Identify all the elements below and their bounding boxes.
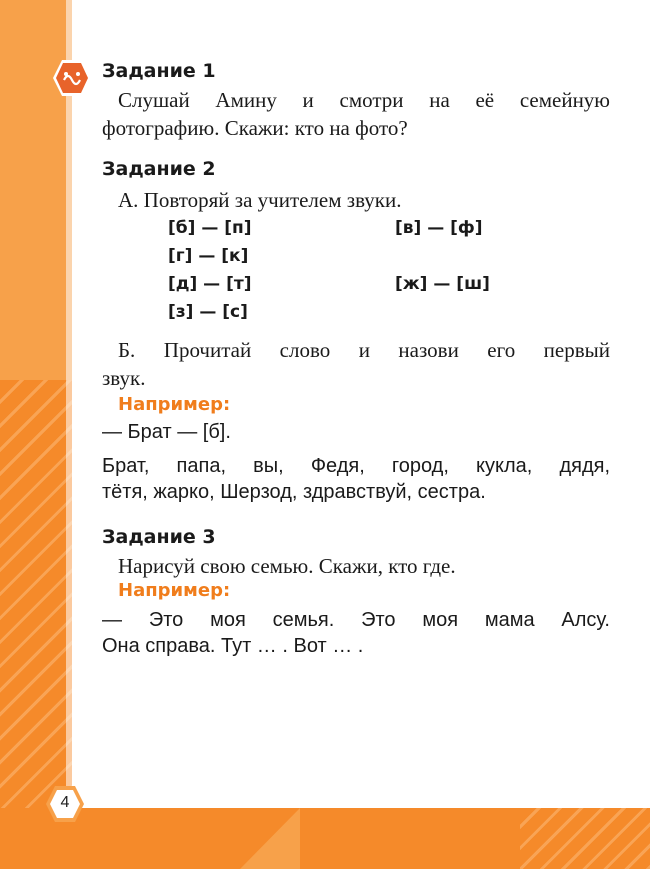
task1-title: Задание 1 bbox=[102, 60, 216, 82]
page-number: 4 bbox=[60, 794, 70, 811]
task2-example-label: Например: bbox=[118, 394, 231, 415]
sound-pair-v-f: [в] — [ф] bbox=[395, 218, 483, 238]
sound-pair-g-k: [г] — [к] bbox=[168, 246, 249, 266]
task3-example-label: Например: bbox=[118, 580, 231, 601]
task2-part-a: А. Повторяй за учителем звуки. bbox=[118, 188, 402, 212]
task2-title: Задание 2 bbox=[102, 158, 216, 180]
task1-line1: Слушай Амину и смотри на её семейную bbox=[118, 88, 610, 112]
task2-part-b-line1: Б. Прочитай слово и назови его первый bbox=[118, 338, 610, 362]
sound-pair-d-t: [д] — [т] bbox=[168, 274, 252, 294]
task3-title: Задание 3 bbox=[102, 526, 216, 548]
task3-line1: Нарисуй свою семью. Скажи, кто где. bbox=[118, 554, 456, 578]
task2-words-line1: Брат, папа, вы, Федя, город, кукла, дядя, bbox=[102, 455, 610, 477]
task2-part-b-line2: звук. bbox=[102, 366, 146, 390]
sound-pair-z-s: [з] — [с] bbox=[168, 302, 248, 322]
left-decorative-sidebar bbox=[0, 0, 72, 869]
sidebar-edge bbox=[66, 0, 72, 869]
task1-line2: фотографию. Скажи: кто на фото? bbox=[102, 116, 408, 140]
task3-example-line1: — Это моя семья. Это моя мама Алсу. bbox=[102, 609, 610, 631]
listen-hexagon-icon bbox=[52, 58, 92, 98]
bottom-decorative-band bbox=[0, 808, 650, 869]
task2-example-text: — Брат — [б]. bbox=[102, 421, 231, 443]
sound-pair-b-p: [б] — [п] bbox=[168, 218, 252, 238]
task2-words-line2: тётя, жарко, Шерзод, здравствуй, сестра. bbox=[102, 481, 486, 503]
bottom-stripes-decor bbox=[520, 808, 650, 869]
task3-example-line2: Она справа. Тут … . Вот … . bbox=[102, 635, 364, 657]
bottom-triangle-decor bbox=[240, 808, 300, 869]
sound-pair-zh-sh: [ж] — [ш] bbox=[395, 274, 490, 294]
